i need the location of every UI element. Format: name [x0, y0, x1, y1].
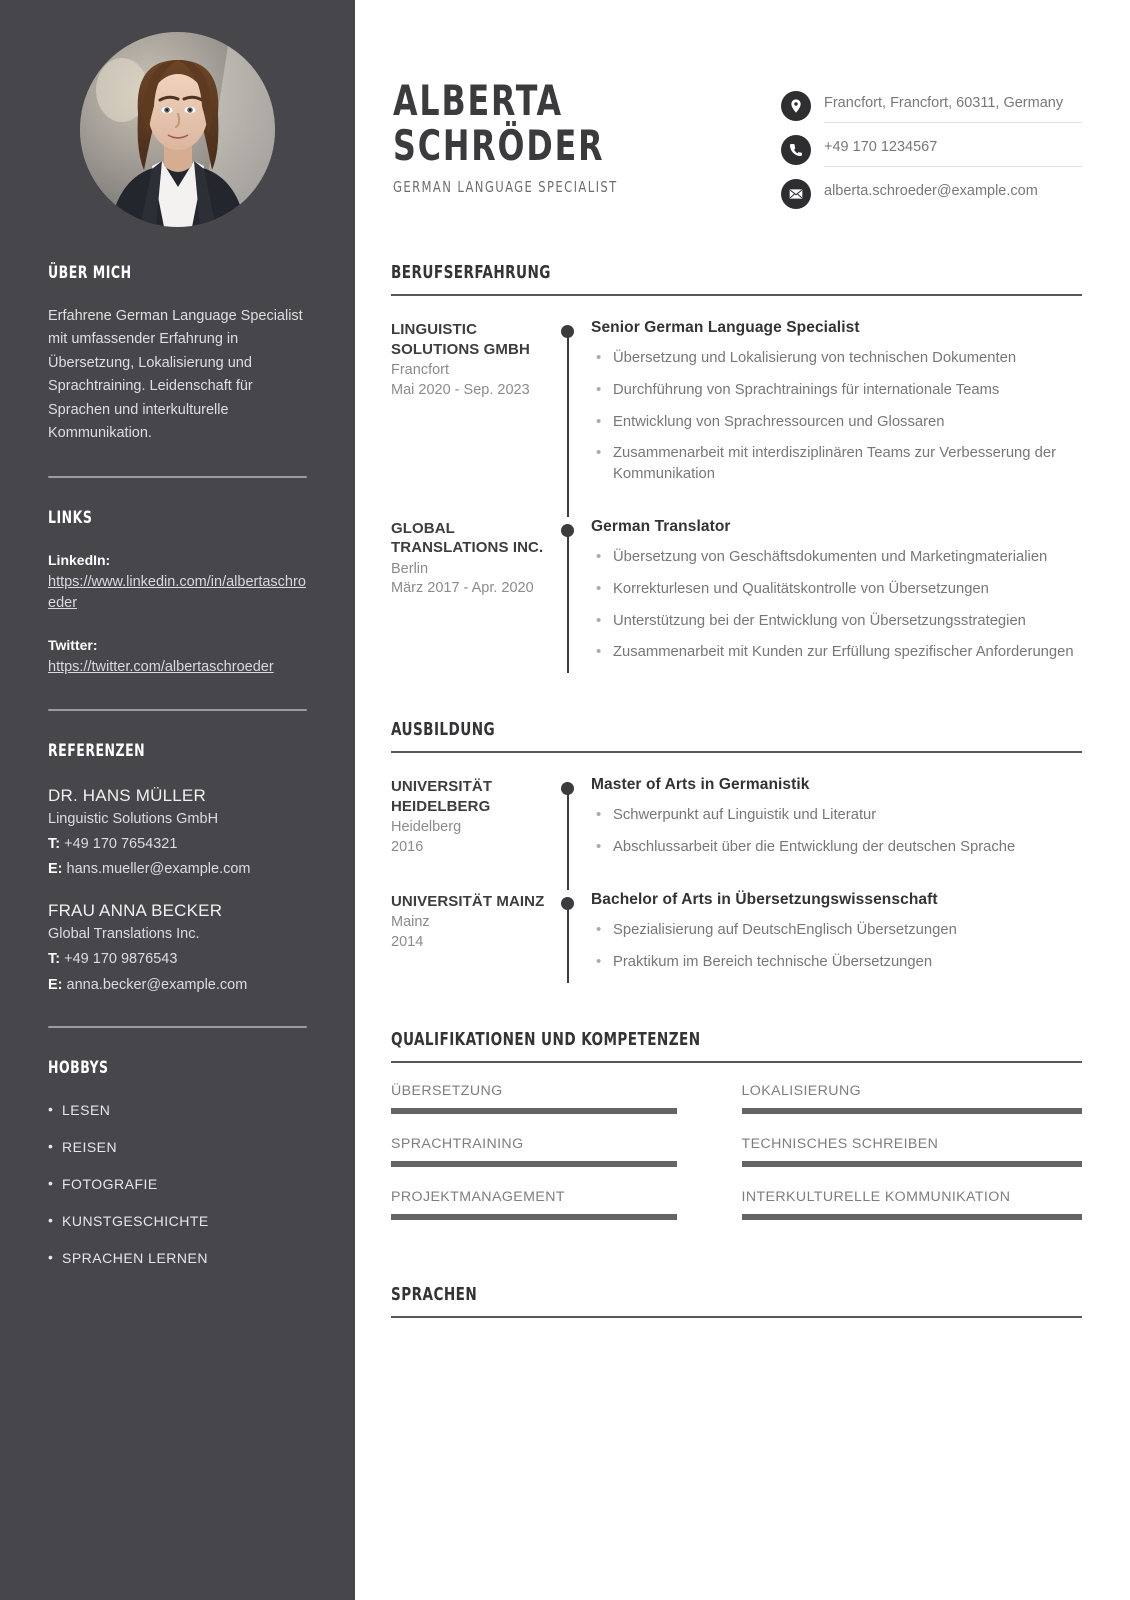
contact-block	[781, 78, 1082, 216]
last-name: SCHRÖDER	[393, 121, 605, 171]
list-item: • REISEN	[48, 1139, 307, 1155]
link-item	[48, 550, 307, 615]
reference-phone	[48, 835, 307, 855]
employment-dates: Mai 2020 - Sep. 2023	[391, 381, 530, 398]
page-title: GERMAN LANGUAGE SPECIALIST	[393, 177, 618, 196]
about-section	[48, 263, 307, 446]
reference-email	[48, 860, 307, 880]
school-name: UNIVERSITÄT MAINZ	[391, 892, 545, 910]
skill-item	[391, 1083, 737, 1114]
skill-bar-track	[742, 1161, 1083, 1167]
list-item: • FOTOGRAFIE	[48, 1176, 307, 1192]
about-heading: ÜBER MICH	[48, 263, 132, 283]
email-value: anna.becker@example.com	[66, 977, 248, 993]
experience-entry	[391, 318, 1082, 495]
timeline-marker	[561, 782, 574, 890]
responsibility-list	[591, 547, 1082, 663]
section-rule	[391, 294, 1082, 296]
education-heading: AUSBILDUNG	[391, 719, 496, 741]
references-section	[48, 741, 307, 996]
degree-title: Bachelor of Arts in Übersetzungswissenschaft	[591, 890, 938, 908]
entry-body	[561, 890, 1082, 983]
responsibility-list	[591, 348, 1082, 485]
degree-title: Master of Arts in Germanistik	[591, 776, 810, 794]
reference-name: DR. HANS MÜLLER	[48, 785, 206, 805]
entry-meta	[391, 318, 561, 495]
company-location: Berlin	[391, 560, 429, 577]
list-item: • Spezialisierung auf DeutschEnglisch Übersetzungen	[591, 920, 1082, 941]
skill-item	[391, 1136, 737, 1167]
skills-heading: QUALIFIKATIONEN UND KOMPETENZEN	[391, 1028, 701, 1050]
skill-item	[737, 1189, 1083, 1220]
header	[391, 0, 1082, 216]
twitter-link[interactable]: https://twitter.com/albertaschroeder	[48, 658, 274, 675]
phone-text: +49 170 1234567	[824, 133, 1082, 167]
degree-detail-list	[591, 805, 1082, 857]
email-value: hans.mueller@example.com	[66, 861, 251, 878]
skill-bar-track	[391, 1161, 677, 1167]
school-location: Mainz	[391, 914, 430, 931]
reference-phone	[48, 950, 307, 970]
skills-grid	[391, 1083, 1082, 1242]
link-label: Twitter:	[48, 637, 98, 654]
job-role: German Translator	[591, 517, 731, 535]
skill-bar-track	[742, 1214, 1083, 1220]
skill-bar-track	[742, 1108, 1083, 1114]
divider	[48, 476, 307, 478]
entry-body	[561, 775, 1082, 868]
hobbies-heading: HOBBYS	[48, 1057, 109, 1078]
list-item: • Durchführung von Sprachtrainings für internationale Teams	[591, 380, 1082, 401]
entry-body	[561, 517, 1082, 673]
skill-bar-fill	[391, 1161, 677, 1167]
divider	[48, 1026, 307, 1028]
skill-label: TECHNISCHES SCHREIBEN	[741, 1135, 939, 1152]
main-content	[355, 0, 1130, 1600]
skill-bar-track	[391, 1214, 677, 1220]
address-text: Francfort, Francfort, 60311, Germany	[824, 89, 1082, 123]
timeline-marker	[561, 897, 574, 983]
timeline-marker	[561, 524, 574, 673]
job-role: Senior German Language Specialist	[591, 319, 860, 336]
section-rule	[391, 1316, 1082, 1318]
entry-meta	[391, 775, 561, 868]
links-section	[48, 508, 307, 679]
hobbies-section	[48, 1058, 307, 1266]
reference-name: FRAU ANNA BECKER	[48, 901, 223, 921]
list-item: • Schwerpunkt auf Linguistik und Literatur	[591, 805, 1082, 826]
skill-label: LOKALISIERUNG	[741, 1082, 862, 1099]
email-text: alberta.schroeder@example.com	[824, 183, 1038, 200]
reference-item	[48, 785, 307, 881]
section-rule	[391, 751, 1082, 753]
hobbies-list	[48, 1102, 307, 1266]
list-item: • Übersetzung von Geschäftsdokumenten und Marketingmaterialien	[591, 547, 1082, 568]
first-name: ALBERTA	[393, 76, 563, 125]
skill-bar-fill	[391, 1108, 677, 1114]
list-item: • Übersetzung und Lokalisierung von technischen Dokumenten	[591, 348, 1082, 369]
graduation-year: 2016	[391, 838, 424, 855]
phone-value: +49 170 7654321	[64, 835, 178, 852]
contact-phone-row	[781, 128, 1082, 172]
entry-body	[561, 318, 1082, 495]
company-name: GLOBAL TRANSLATIONS INC.	[391, 519, 544, 557]
email-label: E:	[48, 977, 63, 993]
entry-meta	[391, 517, 561, 673]
languages-section	[391, 1284, 1082, 1318]
education-entry	[391, 890, 1082, 983]
list-item: • Praktikum im Bereich technische Übersetzungen	[591, 952, 1082, 973]
references-heading: REFERENZEN	[48, 740, 146, 761]
skill-label: PROJEKTMANAGEMENT	[391, 1188, 565, 1205]
entry-meta	[391, 890, 561, 983]
skill-label: SPRACHTRAINING	[391, 1135, 524, 1152]
contact-address-row	[781, 84, 1082, 128]
skill-bar-fill	[391, 1214, 677, 1220]
about-text: Erfahrene German Language Specialist mit umfassender Erfahrung in Übersetzung, Lokalisierung und Sprachtraining. Leidenschaft für Sprachen und interkulturelle Kommunikation.	[48, 308, 303, 442]
skill-item	[737, 1136, 1083, 1167]
languages-heading: SPRACHEN	[391, 1283, 478, 1305]
link-label: LinkedIn:	[48, 551, 111, 568]
links-heading: LINKS	[48, 507, 93, 528]
contact-email-row	[781, 172, 1082, 216]
skill-item	[737, 1083, 1083, 1114]
company-name: LINGUISTIC SOLUTIONS GMBH	[391, 321, 530, 358]
reference-company: Global Translations Inc.	[48, 926, 200, 943]
envelope-icon	[781, 179, 811, 209]
timeline-marker	[561, 325, 574, 517]
reference-company: Linguistic Solutions GmbH	[48, 810, 219, 827]
linkedin-link[interactable]: https://www.linkedin.com/in/albertaschroeder	[48, 573, 306, 612]
email-label: E:	[48, 861, 63, 878]
name-block	[391, 78, 781, 196]
school-name: UNIVERSITÄT HEIDELBERG	[391, 778, 493, 815]
list-item: • Korrekturlesen und Qualitätskontrolle von Übersetzungen	[591, 579, 1082, 600]
experience-section	[391, 262, 1082, 673]
avatar	[80, 32, 275, 227]
phone-value: +49 170 9876543	[64, 951, 178, 968]
phone-label: T:	[48, 835, 61, 852]
skill-label: ÜBERSETZUNG	[391, 1082, 503, 1099]
link-item	[48, 635, 307, 678]
skill-bar-fill	[742, 1108, 1083, 1114]
phone-icon	[781, 135, 811, 165]
skills-section	[391, 1029, 1082, 1242]
skill-item	[391, 1189, 737, 1220]
list-item: • Abschlussarbeit über die Entwicklung der deutschen Sprache	[591, 837, 1082, 858]
skill-bar-fill	[742, 1161, 1083, 1167]
degree-detail-list	[591, 920, 1082, 972]
reference-item	[48, 900, 307, 996]
skill-bar-track	[391, 1108, 677, 1114]
company-location: Francfort	[391, 362, 450, 378]
phone-label: T:	[48, 951, 61, 968]
list-item: • Entwicklung von Sprachressourcen und Glossaren	[591, 412, 1082, 433]
education-section	[391, 719, 1082, 983]
experience-heading: BERUFSERFAHRUNG	[391, 262, 551, 283]
avatar-container	[0, 0, 355, 227]
school-location: Heidelberg	[391, 819, 462, 836]
graduation-year: 2014	[391, 933, 424, 950]
location-pin-icon	[781, 91, 811, 121]
list-item: • Unterstützung bei der Entwicklung von Übersetzungsstrategien	[591, 611, 1082, 632]
experience-entry	[391, 517, 1082, 673]
skill-bar-fill	[742, 1214, 1083, 1220]
employment-dates: März 2017 - Apr. 2020	[391, 580, 534, 597]
list-item: • SPRACHEN LERNEN	[48, 1250, 307, 1266]
list-item: • LESEN	[48, 1102, 307, 1118]
education-entry	[391, 775, 1082, 868]
reference-email	[48, 976, 307, 996]
divider	[48, 709, 307, 711]
list-item: • KUNSTGESCHICHTE	[48, 1213, 307, 1229]
section-rule	[391, 1061, 1082, 1063]
list-item: • Zusammenarbeit mit interdisziplinären Teams zur Verbesserung der Kommunikation	[591, 443, 1082, 484]
sidebar	[0, 0, 355, 1600]
list-item: • Zusammenarbeit mit Kunden zur Erfüllung spezifischer Anforderungen	[591, 642, 1082, 663]
skill-label: INTERKULTURELLE KOMMUNIKATION	[741, 1188, 1011, 1205]
